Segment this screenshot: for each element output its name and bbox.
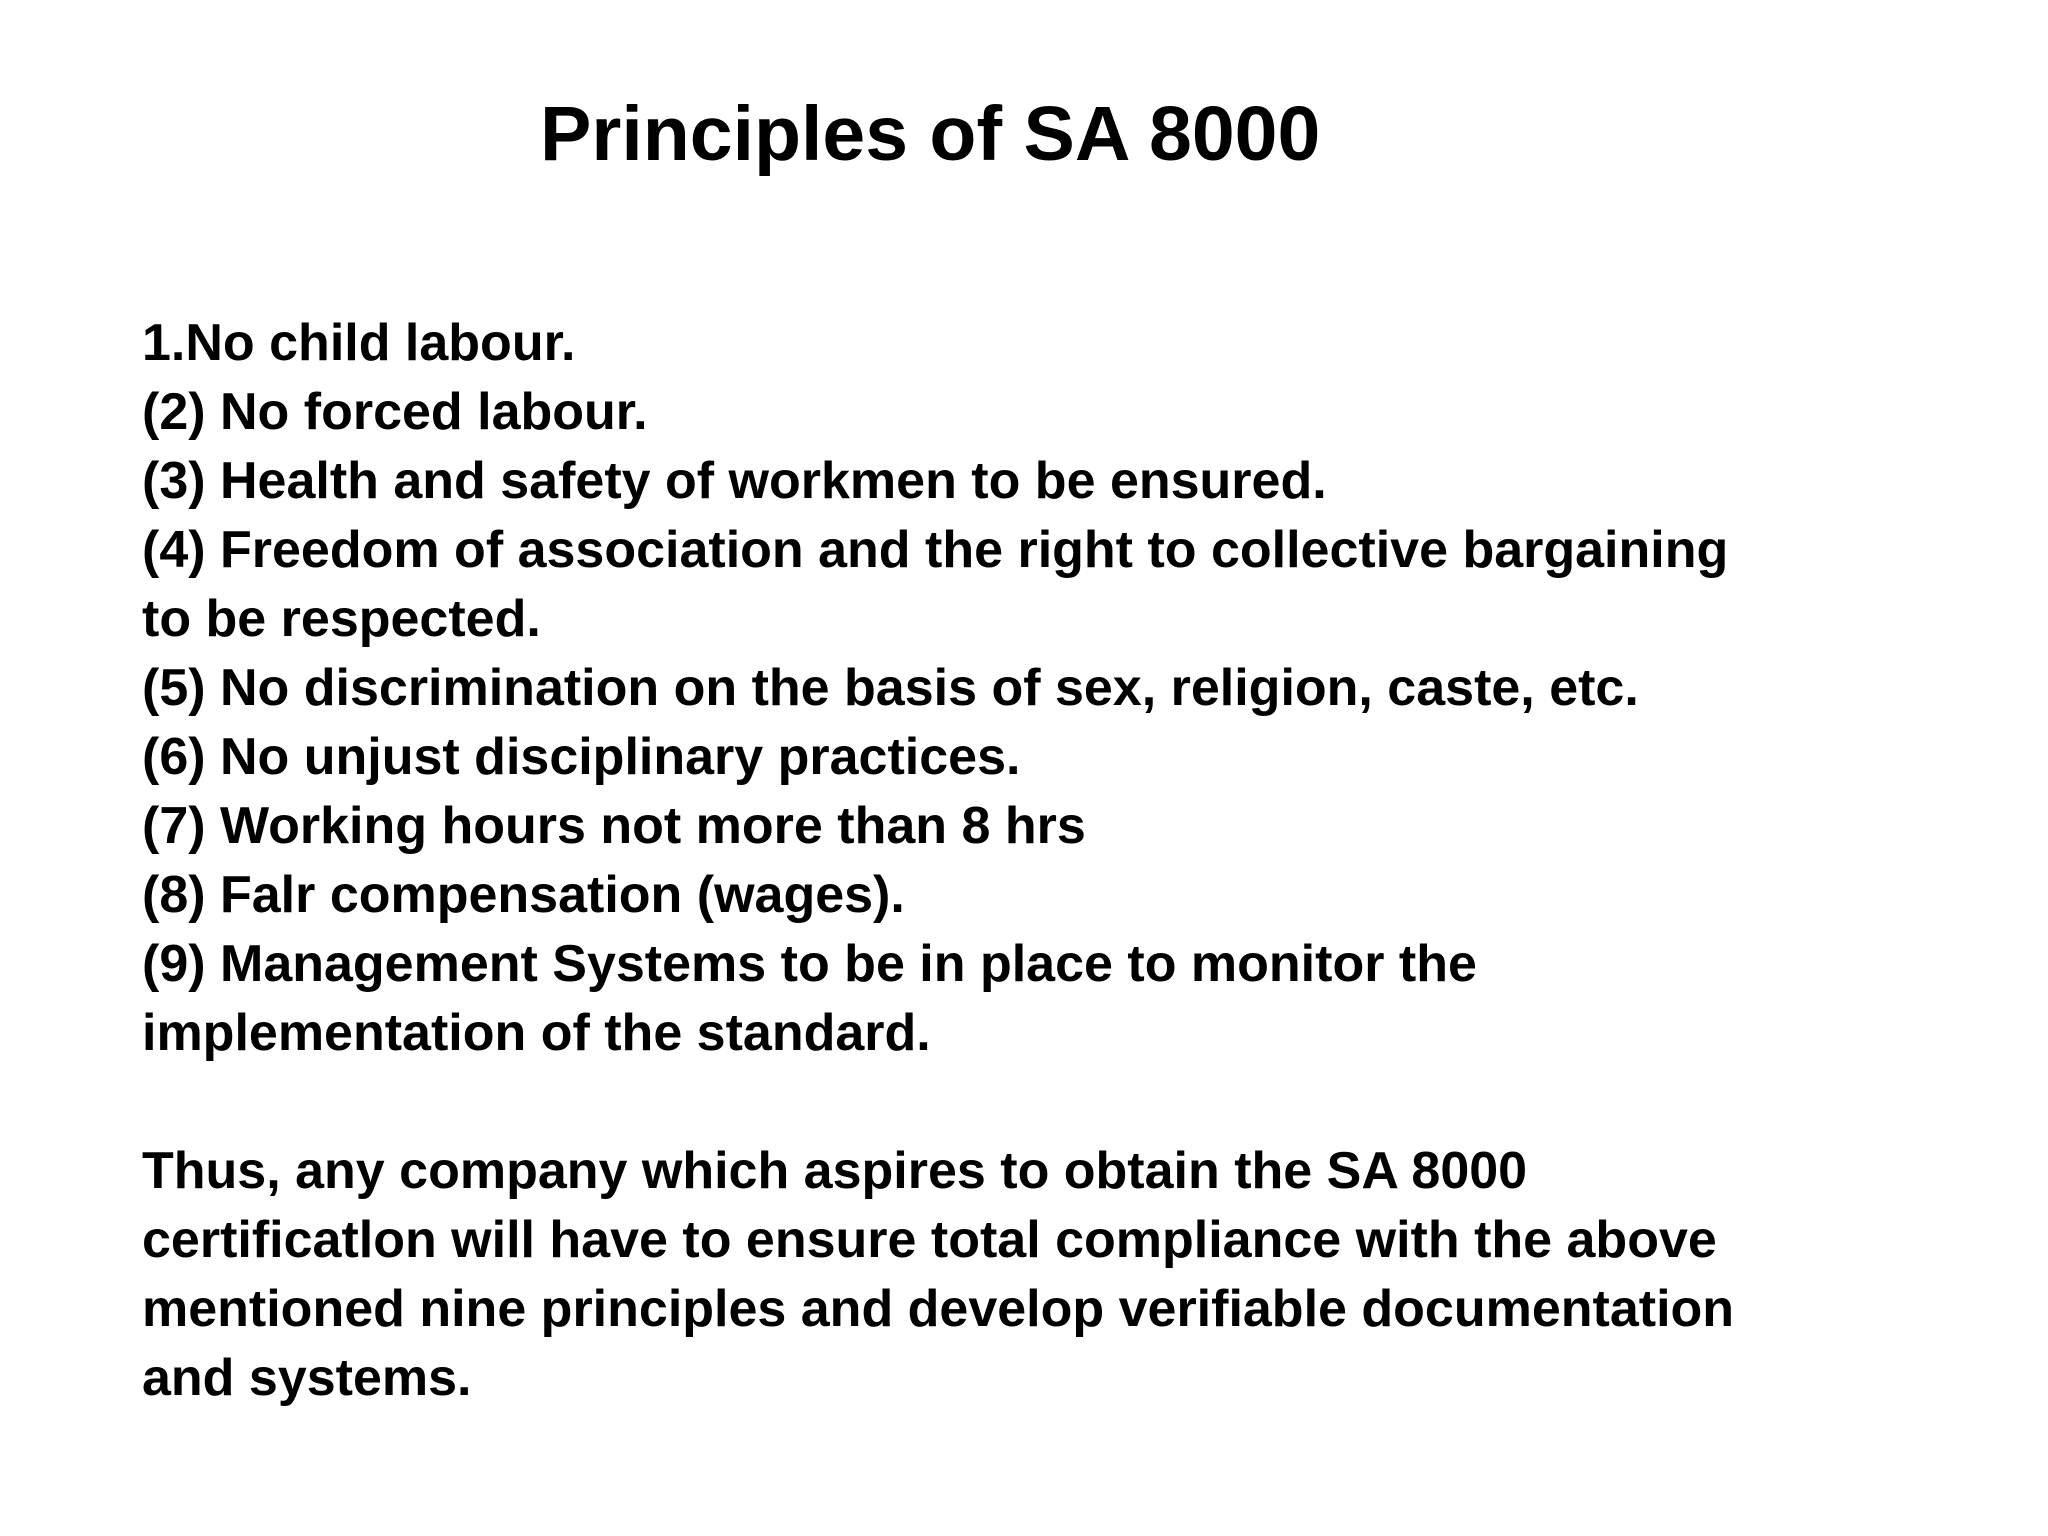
principle-line: (3) Health and safety of workmen to be ensured.	[142, 452, 1327, 510]
conclusion-line: and systems.	[142, 1349, 472, 1407]
paragraph-spacer	[142, 1068, 1942, 1137]
principle-line: 1.No child labour.	[142, 314, 576, 372]
principle-line: (9) Management Systems to be in place to monitor the	[142, 935, 1477, 993]
principle-line: (8) Falr compensation (wages).	[142, 866, 905, 924]
principle-line: (4) Freedom of association and the right to collective bargaining	[142, 521, 1729, 579]
slide-title: Principles of SA 8000	[540, 91, 1321, 177]
conclusion-line: Thus, any company which aspires to obtain the SA 8000	[142, 1142, 1528, 1200]
principle-line: (7) Working hours not more than 8 hrs	[142, 797, 1086, 855]
conclusion-line: certificatlon will have to ensure total compliance with the above	[142, 1211, 1717, 1269]
principle-line: (2) No forced labour.	[142, 383, 648, 441]
slide-body	[142, 309, 1942, 1413]
principle-line: (5) No discrimination on the basis of sex, religion, caste, etc.	[142, 659, 1639, 717]
conclusion-line: mentioned nine principles and develop verifiable documentation	[142, 1280, 1735, 1338]
principle-line: (6) No unjust disciplinary practices.	[142, 728, 1021, 786]
principle-line: to be respected.	[142, 590, 541, 648]
principle-line: implementation of the standard.	[142, 1004, 931, 1062]
